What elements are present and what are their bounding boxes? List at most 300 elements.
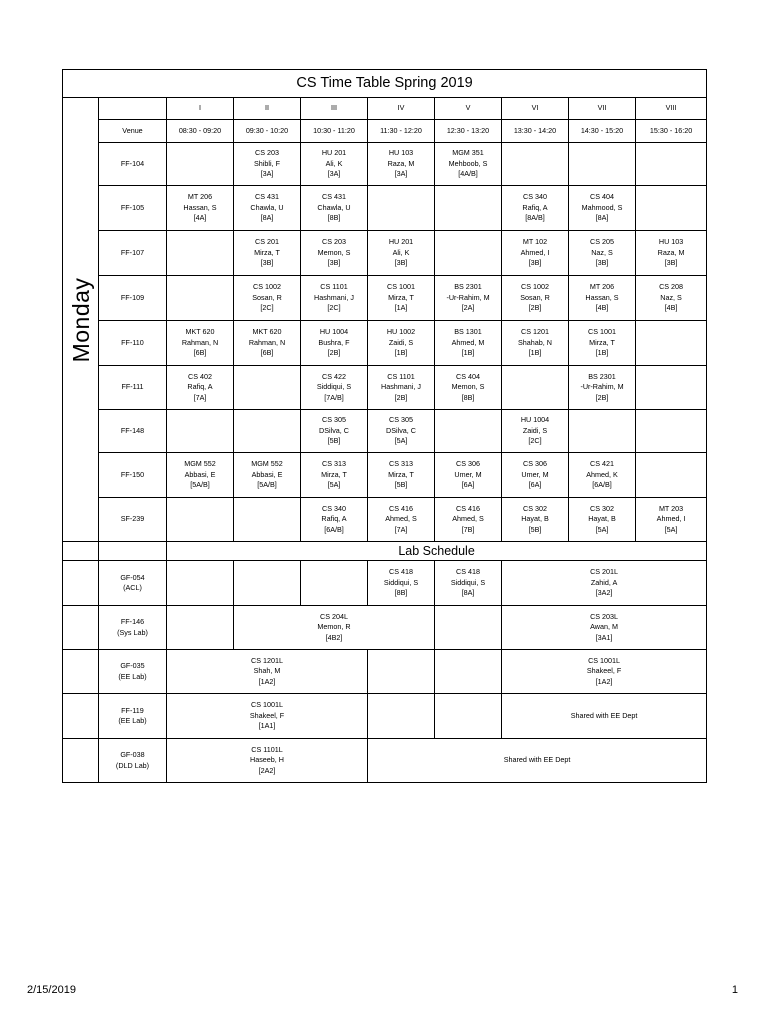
class-cell: [636, 276, 707, 321]
cell-text: [5B]: [327, 436, 341, 446]
cell-text: (Sys Lab): [117, 627, 148, 637]
class-cell: [502, 231, 569, 276]
lab-class-cell: [167, 694, 368, 739]
venue-cell: FF-150: [99, 453, 167, 498]
cell-text: Abbasi, E: [184, 469, 216, 479]
empty-cell: [63, 606, 99, 650]
cell-text: CS 205: [590, 237, 614, 247]
venue-header: Venue: [99, 120, 167, 143]
cell-text: MGM 552: [184, 459, 216, 469]
cell-text: CS 1001L: [588, 655, 621, 665]
cell-text: Shahab, N: [518, 337, 552, 347]
venue-cell: FF-111: [99, 366, 167, 410]
table-row: [63, 410, 707, 453]
title-word: CS: [296, 75, 317, 92]
class-cell: [368, 143, 435, 186]
venue-cell: FF-109: [99, 276, 167, 321]
class-cell: [234, 143, 301, 186]
class-cell: [569, 453, 636, 498]
cell-text: CS 416: [389, 503, 413, 513]
lab-row: [63, 650, 707, 694]
cell-text: CS 431: [322, 192, 346, 202]
cell-text: [7A]: [394, 524, 408, 534]
cell-text: [8B]: [461, 392, 475, 402]
period-header: III: [301, 98, 368, 120]
class-cell: [234, 453, 301, 498]
cell-text: Shakeel, F: [586, 666, 622, 676]
class-cell: [435, 231, 502, 276]
cell-text: [2C]: [528, 436, 542, 446]
cell-text: Umer, M: [521, 469, 549, 479]
cell-text: [7A/B]: [324, 392, 344, 402]
cell-text: Shared with EE Dept: [570, 710, 638, 720]
lab-row: [63, 561, 707, 606]
class-cell: [502, 453, 569, 498]
class-cell: [234, 498, 301, 542]
cell-text: [8B]: [394, 588, 408, 598]
class-cell: [167, 453, 234, 498]
cell-text: Hayat, B: [588, 514, 616, 524]
cell-text: Mahmood, S: [581, 202, 623, 212]
cell-text: DSilva, C: [386, 425, 416, 435]
time-slot: 12:30 - 13:20: [435, 120, 502, 143]
cell-text: MKT 620: [252, 327, 282, 337]
cell-text: [2C]: [327, 303, 341, 313]
class-cell: [569, 410, 636, 453]
class-cell: [368, 186, 435, 231]
cell-text: [3B]: [595, 258, 609, 268]
lab-venue-cell: [99, 561, 167, 606]
lab-venue-cell: [99, 606, 167, 650]
cell-text: CS 418: [456, 567, 480, 577]
time-slot: 09:30 - 10:20: [234, 120, 301, 143]
cell-text: Rafiq, A: [321, 514, 347, 524]
class-cell: [167, 143, 234, 186]
lab-schedule-title: Lab Schedule: [167, 542, 707, 561]
empty-cell: [63, 694, 99, 739]
class-cell: [636, 366, 707, 410]
cell-text: CS 203: [322, 237, 346, 247]
cell-text: [3A]: [327, 169, 341, 179]
class-cell: [234, 366, 301, 410]
cell-text: CS 340: [523, 192, 547, 202]
class-cell: [167, 276, 234, 321]
cell-text: [5A]: [664, 524, 678, 534]
cell-text: MKT 620: [185, 327, 215, 337]
page-title: [63, 70, 707, 98]
cell-text: [8A]: [595, 213, 609, 223]
cell-text: Shared with EE Dept: [503, 755, 571, 765]
cell-text: CS 204L: [320, 611, 348, 621]
title-word: Time Table: [320, 75, 391, 92]
class-cell: [301, 366, 368, 410]
cell-text: CS 306: [456, 459, 480, 469]
cell-text: Mehboob, S: [448, 158, 488, 168]
cell-text: HU 1004: [520, 415, 550, 425]
lab-class-cell: [167, 650, 368, 694]
cell-text: Raza, M: [387, 158, 415, 168]
cell-text: GF-035: [120, 661, 145, 671]
class-cell: [435, 186, 502, 231]
cell-text: CS 1002: [253, 282, 281, 292]
cell-text: CS 402: [188, 371, 212, 381]
class-cell: [234, 231, 301, 276]
cell-text: [6A/B]: [324, 524, 344, 534]
cell-text: Rahman, N: [248, 337, 286, 347]
cell-text: Ahmed, I: [656, 514, 686, 524]
cell-text: [2B]: [394, 392, 408, 402]
class-cell: [502, 498, 569, 542]
cell-text: [1A]: [394, 303, 408, 313]
time-slot: 13:30 - 14:20: [502, 120, 569, 143]
cell-text: Haseeb, H: [250, 755, 284, 765]
cell-text: Rafiq, A: [522, 202, 548, 212]
cell-text: Hassan, S: [183, 202, 217, 212]
cell-text: HU 1004: [319, 327, 349, 337]
class-cell: [435, 276, 502, 321]
table-row: [63, 186, 707, 231]
class-cell: [636, 498, 707, 542]
class-cell: [435, 321, 502, 366]
cell-text: [2A2]: [258, 765, 276, 775]
cell-text: HU 201: [388, 237, 414, 247]
cell-text: Ahmed, S: [385, 514, 417, 524]
cell-text: [5A]: [327, 480, 341, 490]
time-slot: 10:30 - 11:20: [301, 120, 368, 143]
cell-text: Shakeel, F: [249, 710, 285, 720]
cell-text: Shah, M: [253, 666, 281, 676]
cell-text: CS 305: [389, 415, 413, 425]
cell-text: [8B]: [327, 213, 341, 223]
cell-text: Memon, S: [317, 247, 351, 257]
period-header-row: [63, 98, 707, 120]
cell-text: CS 1002: [521, 282, 549, 292]
class-cell: [368, 410, 435, 453]
time-slot: 11:30 - 12:20: [368, 120, 435, 143]
time-slot: 15:30 - 16:20: [636, 120, 707, 143]
class-cell: [301, 453, 368, 498]
cell-text: Hashmani, J: [381, 382, 421, 392]
cell-text: [4B]: [595, 303, 609, 313]
lab-class-cell: [167, 606, 234, 650]
class-cell: [569, 231, 636, 276]
cell-text: CS 305: [322, 415, 346, 425]
class-cell: [569, 143, 636, 186]
cell-text: [1B]: [461, 348, 475, 358]
cell-text: CS 313: [322, 459, 346, 469]
time-slot: 14:30 - 15:20: [569, 120, 636, 143]
page-number: 1: [731, 984, 738, 996]
cell-text: [1A2]: [595, 676, 613, 686]
cell-text: HU 103: [388, 148, 414, 158]
class-cell: [368, 276, 435, 321]
cell-text: DSilva, C: [319, 425, 349, 435]
cell-text: MT 102: [522, 237, 548, 247]
cell-text: Zaidi, S: [388, 337, 414, 347]
table-row: [63, 231, 707, 276]
cell-text: Memon, S: [451, 382, 485, 392]
cell-text: Hayat, B: [521, 514, 549, 524]
class-cell: [368, 231, 435, 276]
class-cell: [435, 498, 502, 542]
cell-text: [8A]: [461, 588, 475, 598]
cell-text: GF-038: [120, 750, 145, 760]
class-cell: [435, 410, 502, 453]
cell-text: Raza, M: [657, 247, 685, 257]
cell-text: Memon, R: [317, 622, 351, 632]
cell-text: Hashmani, J: [314, 292, 354, 302]
cell-text: [3B]: [664, 258, 678, 268]
lab-schedule-header-row: [63, 542, 707, 561]
cell-text: [3A]: [260, 169, 274, 179]
cell-text: Hassan, S: [585, 292, 619, 302]
cell-text: [6B]: [193, 348, 207, 358]
cell-text: [8A/B]: [525, 213, 545, 223]
class-cell: [368, 321, 435, 366]
cell-text: Rahman, N: [181, 337, 219, 347]
cell-text: [5B]: [528, 524, 542, 534]
lab-class-cell: [502, 694, 707, 739]
cell-text: CS 313: [389, 459, 413, 469]
lab-class-cell: [435, 561, 502, 606]
cell-text: [3B]: [528, 258, 542, 268]
cell-text: CS 418: [389, 567, 413, 577]
class-cell: [502, 410, 569, 453]
cell-text: CS 422: [322, 371, 346, 381]
cell-text: Mirza, T: [388, 469, 414, 479]
title-word: Spring: [394, 75, 437, 92]
cell-text: [4A/B]: [458, 169, 478, 179]
cell-text: MGM 351: [452, 148, 484, 158]
class-cell: [502, 186, 569, 231]
class-cell: [167, 410, 234, 453]
lab-row: [63, 606, 707, 650]
cell-text: [2B]: [595, 392, 609, 402]
cell-text: [1B]: [528, 348, 542, 358]
cell-text: Ali, K: [392, 247, 410, 257]
cell-text: [2B]: [327, 348, 341, 358]
lab-row: [63, 694, 707, 739]
cell-text: HU 201: [321, 148, 347, 158]
venue-cell: FF-105: [99, 186, 167, 231]
cell-text: CS 302: [523, 503, 547, 513]
lab-class-cell: [368, 561, 435, 606]
cell-text: Siddiqui, S: [383, 577, 419, 587]
period-header: VI: [502, 98, 569, 120]
cell-text: [3A1]: [595, 632, 613, 642]
cell-text: Umer, M: [454, 469, 482, 479]
cell-text: -Ur-Rahim, M: [446, 292, 490, 302]
cell-text: Ahmed, I: [520, 247, 550, 257]
cell-text: Chawla, U: [250, 202, 284, 212]
lab-row: [63, 739, 707, 783]
period-header: V: [435, 98, 502, 120]
class-cell: [234, 321, 301, 366]
cell-text: BS 2301: [454, 282, 482, 292]
class-cell: [569, 321, 636, 366]
class-cell: [368, 366, 435, 410]
cell-text: [5A]: [595, 524, 609, 534]
cell-text: [7B]: [461, 524, 475, 534]
timetable: [62, 69, 707, 783]
cell-text: CS 302: [590, 503, 614, 513]
cell-text: Ali, K: [325, 158, 343, 168]
class-cell: [368, 498, 435, 542]
class-cell: [301, 410, 368, 453]
cell-text: [1B]: [595, 348, 609, 358]
cell-text: Ahmed, M: [451, 337, 485, 347]
table-row: [63, 453, 707, 498]
cell-text: Zaidi, S: [522, 425, 548, 435]
class-cell: [569, 498, 636, 542]
venue-cell: FF-148: [99, 410, 167, 453]
cell-text: [3A2]: [595, 588, 613, 598]
lab-class-cell: [368, 650, 435, 694]
cell-text: (EE Lab): [118, 716, 147, 725]
cell-text: (DLD Lab): [115, 760, 150, 770]
class-cell: [301, 231, 368, 276]
title-word: 2019: [440, 75, 473, 92]
cell-text: [6B]: [260, 348, 274, 358]
lab-class-cell: [368, 739, 707, 783]
venue-cell: FF-104: [99, 143, 167, 186]
cell-text: FF-146: [120, 617, 145, 627]
day-label: [63, 98, 99, 542]
class-cell: [636, 186, 707, 231]
lab-class-cell: [502, 650, 707, 694]
empty-cell: [63, 561, 99, 606]
class-cell: [435, 366, 502, 410]
cell-text: [2A]: [461, 303, 475, 313]
cell-text: FF-119: [121, 705, 144, 715]
time-slot: 08:30 - 09:20: [167, 120, 234, 143]
cell-text: Sosan, R: [252, 292, 282, 302]
period-header: I: [167, 98, 234, 120]
class-cell: [435, 143, 502, 186]
cell-text: Mirza, T: [388, 292, 414, 302]
class-cell: [569, 366, 636, 410]
cell-text: BS 1301: [454, 327, 482, 337]
class-cell: [167, 231, 234, 276]
lab-class-cell: [435, 606, 502, 650]
period-header: II: [234, 98, 301, 120]
cell-text: [1A1]: [258, 721, 276, 731]
class-cell: [636, 321, 707, 366]
cell-text: CS 340: [322, 503, 346, 513]
period-header: VIII: [636, 98, 707, 120]
cell-text: CS 203: [255, 148, 279, 158]
table-row: [63, 366, 707, 410]
cell-text: [4A]: [193, 213, 207, 223]
lab-class-cell: [167, 739, 368, 783]
cell-text: HU 103: [658, 237, 684, 247]
cell-text: CS 201L: [590, 567, 619, 577]
lab-class-cell: [167, 561, 234, 606]
class-cell: [636, 453, 707, 498]
cell-text: Naz, S: [660, 292, 682, 302]
cell-text: CS 201: [255, 237, 279, 247]
cell-text: CS 431: [255, 192, 279, 202]
cell-text: Mirza, T: [254, 247, 280, 257]
cell-text: [3B]: [260, 258, 274, 268]
cell-text: BS 2301: [588, 371, 616, 381]
lab-class-cell: [234, 606, 435, 650]
lab-class-cell: [435, 694, 502, 739]
cell-text: (EE Lab): [118, 671, 147, 681]
class-cell: [502, 276, 569, 321]
cell-text: CS 1201L: [251, 655, 283, 665]
class-cell: [502, 143, 569, 186]
cell-text: Sosan, R: [520, 292, 550, 302]
cell-text: CS 416: [456, 503, 480, 513]
class-cell: [636, 231, 707, 276]
cell-text: CS 1101L: [251, 744, 283, 754]
lab-class-cell: [301, 561, 368, 606]
cell-text: Zahid, A: [590, 577, 618, 587]
lab-class-cell: [234, 561, 301, 606]
cell-text: [3B]: [394, 258, 408, 268]
class-cell: [636, 143, 707, 186]
empty-cell: [63, 739, 99, 783]
class-cell: [301, 276, 368, 321]
class-cell: [569, 186, 636, 231]
cell-text: Rafiq, A: [187, 382, 213, 392]
class-cell: [167, 366, 234, 410]
cell-text: CS 1101: [387, 371, 415, 381]
class-cell: [301, 143, 368, 186]
cell-text: [6A]: [461, 480, 475, 490]
cell-text: [2C]: [260, 303, 274, 313]
cell-text: [5A]: [394, 436, 408, 446]
cell-text: [1B]: [394, 348, 408, 358]
class-cell: [569, 276, 636, 321]
period-header: VII: [569, 98, 636, 120]
footer-date: 2/15/2019: [27, 984, 76, 996]
cell-text: [2B]: [528, 303, 542, 313]
lab-venue-cell: [99, 650, 167, 694]
lab-class-cell: [368, 694, 435, 739]
cell-text: [5B]: [394, 480, 408, 490]
cell-text: Siddiqui, S: [450, 577, 486, 587]
class-cell: [301, 321, 368, 366]
cell-text: Mirza, T: [589, 337, 615, 347]
cell-text: Siddiqui, S: [316, 382, 352, 392]
empty-cell: [63, 650, 99, 694]
cell-text: Shibli, F: [254, 158, 280, 168]
lab-venue-cell: [99, 739, 167, 783]
class-cell: [234, 276, 301, 321]
cell-text: Bushra, F: [318, 337, 350, 347]
cell-text: [8A]: [260, 213, 274, 223]
cell-text: Ahmed, S: [452, 514, 484, 524]
cell-text: Abbasi, E: [251, 469, 283, 479]
cell-text: CS 203L: [590, 611, 619, 621]
venue-cell: FF-107: [99, 231, 167, 276]
cell-text: Mirza, T: [321, 469, 347, 479]
venue-cell: SF-239: [99, 498, 167, 542]
table-row: [63, 143, 707, 186]
lab-venue-cell: [99, 694, 167, 739]
class-cell: [301, 498, 368, 542]
cell-text: MT 206: [187, 192, 213, 202]
cell-text: Naz, S: [591, 247, 613, 257]
cell-text: [5A/B]: [190, 480, 210, 490]
cell-text: [3B]: [327, 258, 341, 268]
time-header-row: [63, 120, 707, 143]
cell-text: CS 421: [590, 459, 614, 469]
class-cell: [502, 366, 569, 410]
cell-text: [3A]: [394, 169, 408, 179]
